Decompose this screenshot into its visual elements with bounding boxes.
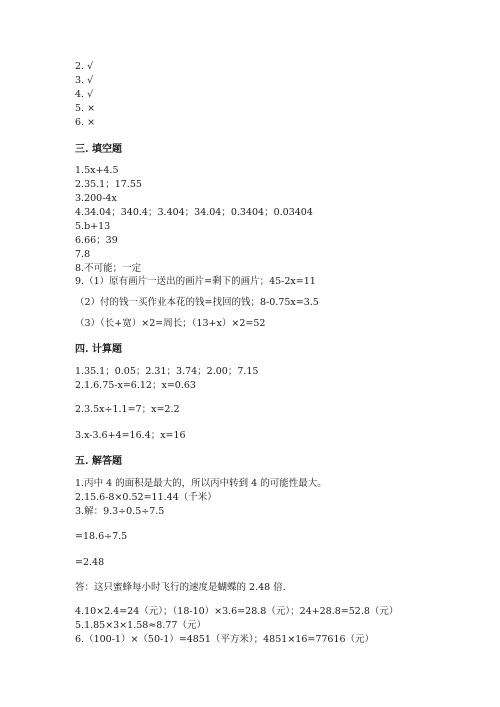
judge-answer-5: 5. ×	[75, 103, 96, 114]
solve-answer-3-conclusion: 答：这只蜜蜂每小时飞行的速度是蝴蝶的 2.48 倍.	[75, 582, 286, 593]
calc-answer-2-1: 2.1.6.75-x=6.12；x=0.63	[75, 380, 196, 391]
section-title-word-problems: 五. 解答题	[75, 456, 122, 467]
solve-answer-3-step-2: =2.48	[75, 557, 105, 568]
solve-answer-3: 3.解：9.3÷0.5÷7.5	[75, 506, 165, 517]
section-title-fill-blank: 三. 填空题	[75, 144, 122, 155]
calc-answer-3: 3.x-3.6+4=16.4；x=16	[75, 430, 186, 441]
calc-answer-1: 1.35.1；0.05；2.31；3.74；2.00；7.15	[75, 366, 259, 377]
solve-answer-2: 2.15.6-8×0.52=11.44（千米）	[75, 492, 217, 503]
fill-answer-9-2: （2）付的钱一买作业本花的钱=找回的钱；8-0.75x=3.5	[75, 297, 319, 308]
judge-answer-2: 2. √	[75, 61, 94, 72]
solve-answer-5: 5.1.85×3×1.58≈8.77（元）	[75, 620, 206, 631]
fill-answer-8: 8.不可能；一定	[75, 263, 142, 274]
solve-answer-3-step-1: =18.6÷7.5	[75, 531, 128, 542]
fill-answer-9-3: （3）（长+宽）×2=周长；（13+x）×2=52	[75, 318, 266, 329]
judge-answer-4: 4. √	[75, 89, 94, 100]
solve-answer-6: 6.（100-1）×（50-1）=4851（平方米）；4851×16=77616（元）	[75, 634, 375, 645]
fill-answer-6: 6.66；39	[75, 235, 118, 246]
judge-answer-3: 3. √	[75, 75, 94, 86]
calc-answer-2-2: 2.3.5x÷1.1=7；x=2.2	[75, 404, 180, 415]
fill-answer-2: 2.35.1；17.55	[75, 179, 142, 190]
fill-answer-3: 3.200-4x	[75, 193, 117, 204]
fill-answer-5: 5.b+13	[75, 221, 111, 232]
solve-answer-4: 4.10×2.4=24（元）；（18-10）×3.6=28.8（元）；24+28.8=52.8（元）	[75, 606, 399, 617]
solve-answer-1: 1.丙中 4 的面积是最大的，所以丙中转到 4 的可能性最大。	[75, 478, 327, 489]
judge-answer-6: 6. ×	[75, 117, 96, 128]
fill-answer-1: 1.5x+4.5	[75, 165, 119, 176]
fill-answer-4: 4.34.04；340.4；3.404；34.04；0.3404；0.03404	[75, 207, 313, 218]
fill-answer-7: 7.8	[75, 249, 91, 260]
section-title-calculation: 四. 计算题	[75, 344, 122, 355]
fill-answer-9-1: 9.（1）原有画片一送出的画片=剩下的画片；45-2x=11	[75, 276, 316, 287]
